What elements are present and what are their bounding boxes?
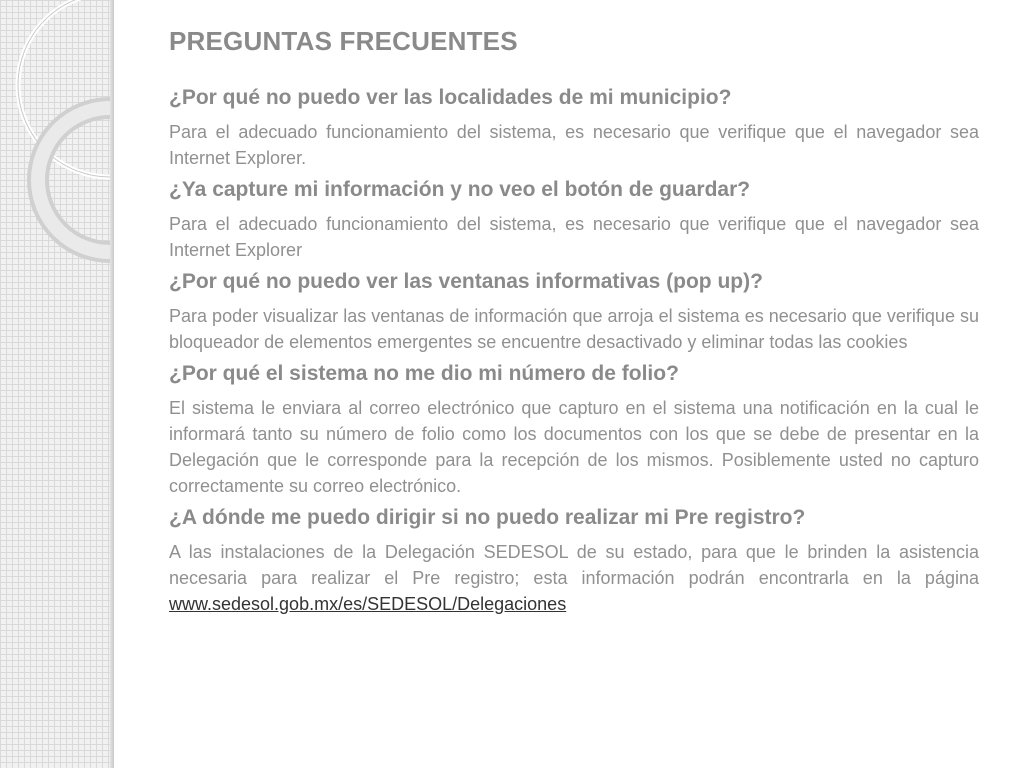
faq-question: ¿Por qué no puedo ver las localidades de mi municipio? xyxy=(169,86,732,109)
sidebar-edge xyxy=(110,0,114,768)
page-title: PREGUNTAS FRECUENTES xyxy=(169,26,518,56)
faq-item xyxy=(169,177,979,263)
faq-question: ¿A dónde me puedo dirigir si no puedo realizar mi Pre registro? xyxy=(169,506,806,529)
faq-item xyxy=(169,85,979,171)
faq-item xyxy=(169,361,979,499)
faq-answer: Para poder visualizar las ventanas de información que arroja el sistema es necesario que verifique su bloqueador de elementos emergentes se encuentre desactivado y eliminar todas las cookies xyxy=(169,306,979,352)
faq-answer: El sistema le enviara al correo electrónico que capturo en el sistema una notificación en la cual le informará tanto su número de folio como los documentos con los que se debe de presentar en la Delegación que le corresponde para la recepción de los mismos. Posiblemente usted no capturo correctamente su correo electrónico. xyxy=(169,398,979,496)
faq-item xyxy=(169,269,979,355)
decorative-sidebar xyxy=(0,0,114,768)
circle-decoration xyxy=(0,0,114,768)
faq-question: ¿Ya capture mi información y no veo el botón de guardar? xyxy=(169,178,751,201)
delegaciones-link[interactable]: www.sedesol.gob.mx/es/SEDESOL/Delegaciones xyxy=(169,594,567,614)
faq-answer xyxy=(169,539,979,617)
faq-content xyxy=(169,26,979,623)
faq-answer: Para el adecuado funcionamiento del sistema, es necesario que verifique que el navegador sea Internet Explorer. xyxy=(169,122,979,168)
faq-answer-text: A las instalaciones de la Delegación SEDESOL de su estado, para que le brinden la asistencia necesaria para realizar el Pre registro; esta información podrán encontrarla en la página xyxy=(169,542,979,588)
faq-question: ¿Por qué el sistema no me dio mi número de folio? xyxy=(169,362,679,385)
faq-answer: Para el adecuado funcionamiento del sistema, es necesario que verifique que el navegador sea Internet Explorer xyxy=(169,214,979,260)
faq-question: ¿Por qué no puedo ver las ventanas informativas (pop up)? xyxy=(169,270,763,293)
faq-item xyxy=(169,505,979,617)
